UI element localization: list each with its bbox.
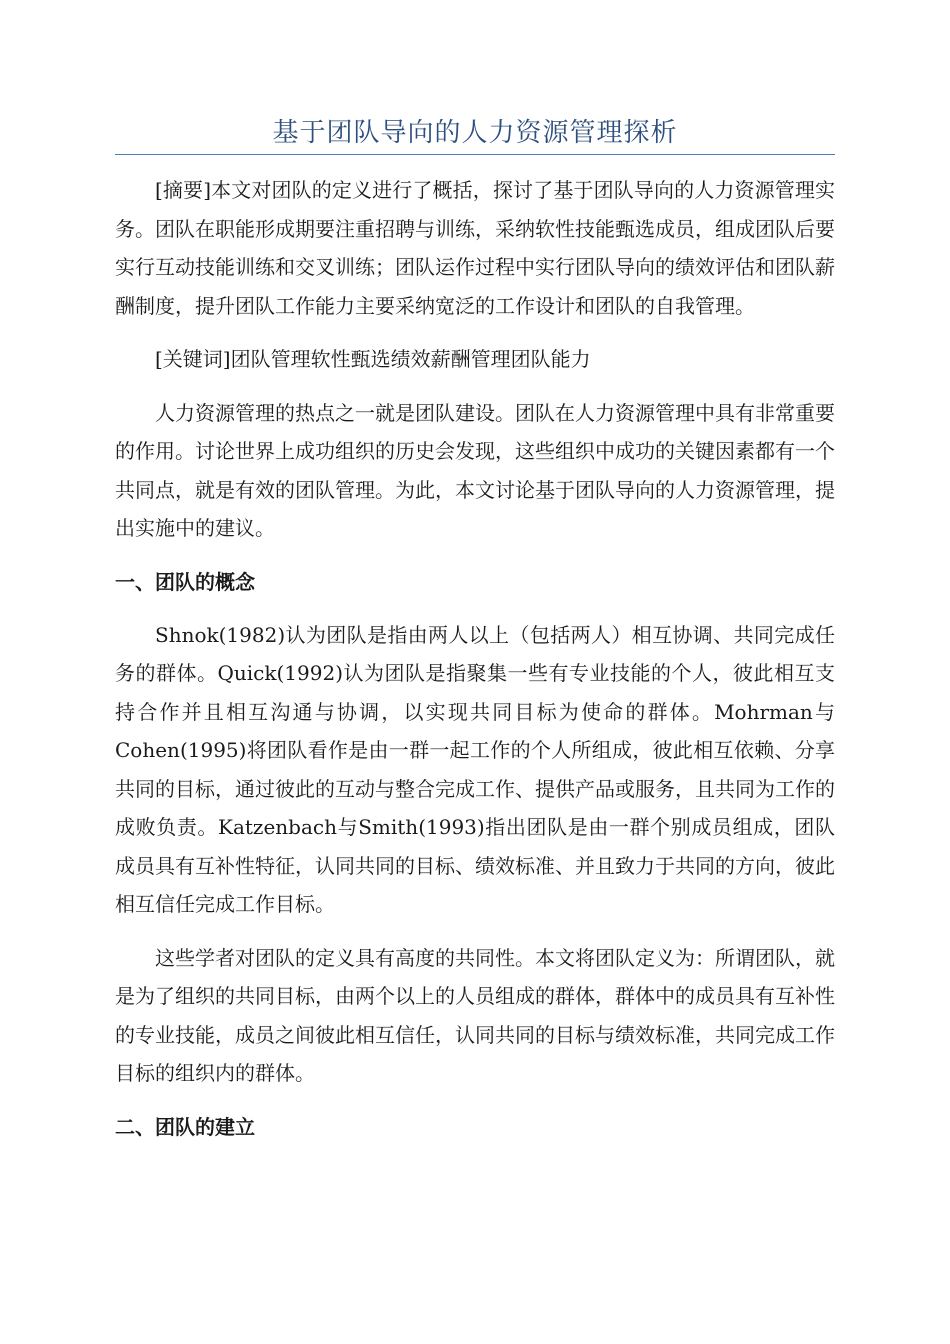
keywords-paragraph: [关键词]团队管理软性甄选绩效薪酬管理团队能力 xyxy=(155,347,591,371)
summary-definition-paragraph: 这些学者对团队的定义具有高度的共同性。本文将团队定义为：所谓团队，就是为了组织的共同目标，由两个以上的人员组成的群体，群体中的成员具有互补性的专业技能，成员之间彼此相互信任，认同共同的目标与绩效标准，共同完成工作目标的组织内的群体。 xyxy=(115,945,835,1085)
title-underline xyxy=(115,154,835,155)
section-heading-concept: 一、团队的概念 xyxy=(115,569,255,594)
abstract-paragraph: [摘要]本文对团队的定义进行了概括，探讨了基于团队导向的人力资源管理实务。团队在职能形成期要注重招聘与训练，采纳软性技能甄选成员，组成团队后要实行互动技能训练和交叉训练；团队运作过程中实行团队导向的绩效评估和团队薪酬制度，提升团队工作能力主要采纳宽泛的工作设计和团队的自我管理。 xyxy=(115,178,835,318)
intro-paragraph: 人力资源管理的热点之一就是团队建设。团队在人力资源管理中具有非常重要的作用。讨论世界上成功组织的历史会发现，这些组织中成功的关键因素都有一个共同点，就是有效的团队管理。为此，本文讨论基于团队导向的人力资源管理，提出实施中的建议。 xyxy=(115,400,835,540)
document-title: 基于团队导向的人力资源管理探析 xyxy=(272,118,678,148)
section-heading-establishment: 二、团队的建立 xyxy=(115,1114,255,1139)
document-body xyxy=(115,171,835,1161)
definitions-paragraph: Shnok(1982)认为团队是指由两人以上（包括两人）相互协调、共同完成任务的群体。Quick(1992)认为团队是指聚集一些有专业技能的个人，彼此相互支持合作并且相互沟通与协调，以实现共同目标为使命的群体。Mohrman与Cohen(1995)将团队看作是由一群一起工作的个人所组成，彼此相互依赖、分享共同的目标，通过彼此的互动与整合完成工作、提供产品或服务，且共同为工作的成败负责。Katzenbach与Smith(1993)指出团队是由一群个别成员组成，团队成员具有互补性特征，认同共同的目标、绩效标准、并且致力于共同的方向，彼此相互信任完成工作目标。 xyxy=(115,622,835,916)
